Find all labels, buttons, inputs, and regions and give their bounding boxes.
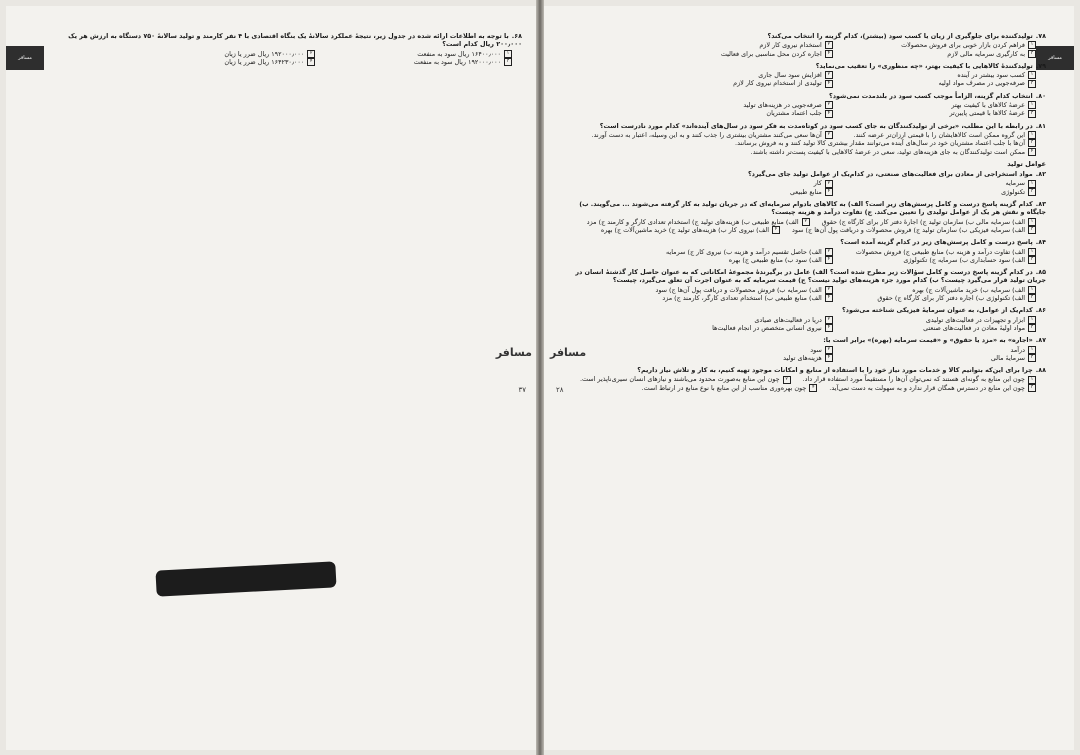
right-brand-mark: مسافر <box>550 346 587 359</box>
question-number: ۸۲. <box>1035 170 1046 179</box>
option[interactable] <box>130 50 315 58</box>
question <box>50 32 522 66</box>
option[interactable] <box>845 79 1036 87</box>
option-text: صرفه‌جویی در مصرف مواد اولیه <box>938 79 1025 88</box>
option-text: منابع طبیعی <box>789 187 822 196</box>
option[interactable] <box>587 218 810 226</box>
option-number-box: ۳ <box>1028 110 1036 118</box>
option-number-box: ۲ <box>825 41 833 49</box>
option-text: الف) منابع طبیعی ب) هزینه‌های تولید ج) استخدام تعدادی کارگر و کارمند ج) مزد <box>586 217 799 226</box>
option[interactable] <box>642 79 833 87</box>
question <box>558 92 1046 118</box>
option[interactable] <box>845 248 1036 256</box>
option[interactable] <box>829 384 1036 392</box>
question-stem: مواد استخراجی از معادن برای فعالیت‌های صنعتی، در کدام‌یک از عوامل تولید جای می‌گیرد؟ <box>747 170 1033 179</box>
options <box>558 179 1036 196</box>
question-stem: با توجه به اطلاعات ارائه شده در جدول زیر، نتیجهٔ عملکرد سالانهٔ یک بنگاه اقتصادی با ۴ نفر کارمند و تولید سالانهٔ ۷۵۰ دستگاه به ارزش هر یک ۲۰۰٫۰۰۰ ریال کدام است؟ <box>68 32 522 49</box>
options <box>558 131 1036 156</box>
option-text: صرفه‌جویی در هزینه‌های تولید <box>743 101 822 110</box>
question-number: ۶۸. <box>511 32 522 40</box>
left-page-number: ۳۷ <box>518 386 526 394</box>
option-text: الف) منابع طبیعی ب) استخدام تعدادی کارگر، کارمند ج) مزد <box>662 294 822 303</box>
option[interactable] <box>845 346 1036 354</box>
option[interactable] <box>580 375 791 383</box>
option-number-box: ۴ <box>825 110 833 118</box>
option-text: درآمد <box>1010 345 1025 354</box>
question <box>558 62 1046 88</box>
option-text: سرمایه <box>1005 179 1025 188</box>
option[interactable] <box>735 139 1036 147</box>
right-page-number: ۲۸ <box>556 386 564 394</box>
option-text: فراهم کردن بازار خوبی برای فروش محصولات <box>901 41 1025 50</box>
option-number-box: ۳ <box>504 58 512 66</box>
question-number: ۷۸. <box>1035 32 1046 40</box>
question-stem: «اجاره» به «مزد یا حقوق» و «قیمت سرمایه (بهره)» برابر است با: <box>823 336 1033 345</box>
option-number-box: ۳ <box>1028 139 1036 147</box>
option-number-box: ۴ <box>825 324 833 332</box>
options <box>558 101 1036 118</box>
option[interactable] <box>642 179 833 187</box>
option-text: مواد اولیهٔ معادن در فعالیت‌های صنعتی <box>923 323 1025 332</box>
option-text: سرمایهٔ مالی <box>990 353 1025 362</box>
option-number-box: ۴ <box>825 188 833 196</box>
option-text: الف) تفاوت درآمد و هزینه ب) منابع طبیعی ج) فروش محصولات <box>855 247 1025 256</box>
option-number-box: ۱ <box>1028 71 1036 79</box>
option-text: الف) سود حسابداری ب) سرمایه ج) تکنولوژی <box>903 255 1025 264</box>
options <box>558 218 1036 235</box>
option-number-box: ۲ <box>825 248 833 256</box>
option-number-box: ۴ <box>825 294 833 302</box>
option-number-box: ۱ <box>1028 131 1036 139</box>
option-text: الف) حاصل تقسیم درآمد و هزینه ب) نیروی کار ج) سرمایه <box>666 247 822 256</box>
option-number-box: ۲ <box>825 316 833 324</box>
option[interactable] <box>751 148 1036 156</box>
option-text: الف) سرمایه فیزیکی ب) سازمان تولید ج) فروش محصولات و دریافت پول آن‌ها ج) سود <box>792 225 1025 234</box>
option[interactable] <box>845 41 1036 49</box>
option-number-box: ۱ <box>1028 248 1036 256</box>
option[interactable] <box>845 50 1036 58</box>
option-number-box: ۴ <box>825 80 833 88</box>
option-number-box: ۳ <box>1028 294 1036 302</box>
question <box>558 200 1046 234</box>
right-page <box>544 6 1074 750</box>
question-number: ۸۳. <box>1035 200 1046 209</box>
options <box>50 50 512 67</box>
option-number-box: ۲ <box>825 286 833 294</box>
option-text: این گروه ممکن است کالاهایشان را با قیمتی ارزان‌تر عرضه کنند. <box>853 130 1025 139</box>
option-text: استخدام نیروی کار لازم <box>759 41 822 50</box>
option-text: ممکن است تولیدکنندگان به جای هزینه‌های تولید، سعی در عرضهٔ کالاهایی با کیفیت پست‌تر داشته باشند. <box>750 147 1025 156</box>
question-number: ۸۷. <box>1035 336 1046 345</box>
option[interactable] <box>845 316 1036 324</box>
option-number-box: ۳ <box>1028 226 1036 234</box>
question <box>558 336 1046 362</box>
option-number-box: ۳ <box>1028 384 1036 392</box>
option-number-box: ۲ <box>802 218 810 226</box>
option-text: آن‌ها سعی می‌کنند مشتریان بیشتری را جذب کنند و به این وسیله، اعتبار به دست آورند. <box>591 130 822 139</box>
option[interactable] <box>642 71 833 79</box>
left-page <box>6 6 536 750</box>
option-number-box: ۴ <box>1028 148 1036 156</box>
option-text: چون این منابع به گونه‌ای هستند که نمی‌توان آن‌ها را مستقیماً مورد استفاده قرار داد. <box>802 375 1025 384</box>
option-number-box: ۱ <box>1028 286 1036 294</box>
option-text: عرضهٔ کالاهای با کیفیت بهتر <box>951 101 1025 110</box>
option-number-box: ۳ <box>1028 256 1036 264</box>
option-number-box: ۲ <box>825 71 833 79</box>
option-number-box: ۲ <box>825 101 833 109</box>
option[interactable] <box>845 286 1036 294</box>
option[interactable] <box>845 294 1036 302</box>
option-text: ۱۹۲۰۰۰٫۰۰۰ ریال سود به منفعت <box>413 57 501 66</box>
option-number-box: ۱ <box>1028 41 1036 49</box>
option-number-box: ۴ <box>825 50 833 58</box>
option[interactable] <box>642 286 833 294</box>
question <box>558 268 1046 302</box>
option[interactable] <box>642 41 833 49</box>
question-stem: کدام‌یک از عوامل، به عنوان سرمایهٔ فیزیکی شناخته می‌شود؟ <box>841 306 1033 315</box>
question-number: ۸۶. <box>1035 306 1046 315</box>
option-number-box: ۲ <box>783 376 791 384</box>
option[interactable] <box>642 188 833 196</box>
question <box>558 32 1046 58</box>
option-number-box: ۱ <box>1028 346 1036 354</box>
option-text: نیروی انسانی متخصص در انجام فعالیت‌ها <box>712 323 822 332</box>
options <box>558 375 1036 392</box>
question-stem: کدام گزینه پاسخ درست و کامل پرسش‌های زیر است؟ الف) به کالاهای بادوام سرمایه‌ای که در جریان تولید به کار گرفته می‌شوند ... می‌گویند. ب) جایگاه و نقش هر یک از عوامل تولیدی را تعیین می‌کند. ج) تفاوت درآمد و هزینه چیست؟ <box>579 200 1046 217</box>
option-text: تولیدی از استخدام نیروی کار لازم <box>733 79 822 88</box>
option-number-box: ۳ <box>1028 324 1036 332</box>
right-content <box>558 32 1046 738</box>
option-number-box: ۲ <box>307 50 315 58</box>
question-stem: پاسخ درست و کامل پرسش‌های زیر در کدام گزینه آمده است؟ <box>840 238 1033 247</box>
question-number: ۸۱. <box>1035 121 1046 130</box>
left-content <box>50 32 522 738</box>
option[interactable] <box>845 324 1036 332</box>
option-number-box: ۴ <box>307 58 315 66</box>
option-text: افزایش سود سال جاری <box>758 71 822 80</box>
option-text: چون بهره‌وری مناسب از این منابع با نوع منابع در ارتباط است. <box>641 383 807 392</box>
option[interactable] <box>642 101 833 109</box>
option[interactable] <box>845 101 1036 109</box>
option-number-box: ۱ <box>1028 101 1036 109</box>
option-number-box: ۲ <box>825 346 833 354</box>
option-number-box: ۴ <box>809 384 817 392</box>
option-number-box: ۱ <box>504 50 512 58</box>
question-stem: انتخاب کدام گزینه، الزاماً موجب کسب سود در بلندمدت نمی‌شود؟ <box>829 91 1033 100</box>
question-stem: در کدام گزینه پاسخ درست و کامل سؤالات زیر مطرح شده است؟ الف) عامل در برگیرندهٔ مجموعهٔ امکاناتی که به عنوان حاصل کار گذشتهٔ انسان در جریان تولید قرار می‌گیرد چیست؟ ب) کدام مورد جزء هزینه‌های تولید نیست؟ ج) قیمت سرمایه که به عنوان اجرت آن تعلق می‌گیرد، چیست؟ <box>575 268 1046 285</box>
left-logo: مسافر <box>6 46 44 70</box>
question-number: ۸۰. <box>1035 91 1046 100</box>
option[interactable] <box>642 256 833 264</box>
question <box>558 122 1046 156</box>
option-number-box: ۱ <box>1028 376 1036 384</box>
question <box>558 306 1046 332</box>
question-stem: تولیدکننده برای جلوگیری از زیان یا کسب سود (بیشتر)، کدام گزینه را انتخاب می‌کند؟ <box>767 32 1033 40</box>
option-text: چون این منابع در دسترس همگان قرار ندارد و به سهولت به دست نمی‌آید. <box>829 383 1025 392</box>
option[interactable] <box>642 248 833 256</box>
option[interactable] <box>327 58 512 66</box>
option[interactable] <box>130 58 315 66</box>
option-text: چون این منابع به‌صورت محدود می‌باشند و نیازهای انسان سیری‌ناپذیر است. <box>579 375 780 384</box>
option[interactable] <box>327 50 512 58</box>
question-number: ۸۵. <box>1035 268 1046 277</box>
option-text: آن‌ها با جلب اعتماد مشتریان خود در سال‌های آینده می‌توانند مقدار بیشتری کالا تولید کنند و به فروش برسانند. <box>735 139 1025 148</box>
option[interactable] <box>845 109 1036 117</box>
left-brand-mark: مسافر <box>495 346 532 359</box>
question <box>558 366 1046 392</box>
option-text: کار <box>813 179 822 188</box>
option-text: الف) سرمایه مالی ب) سازمان تولید ج) اجارهٔ دفتر کار برای کارگاه ج) حقوق <box>821 217 1025 226</box>
option-number-box: ۱ <box>1028 180 1036 188</box>
right-logo: مسافر <box>1036 46 1074 70</box>
option-number-box: ۳ <box>1028 80 1036 88</box>
option-text: ۱۶۴۰۰٫۰۰۰ ریال سود به منفعت <box>417 49 501 58</box>
option[interactable] <box>642 346 833 354</box>
option-text: الف) سرمایه ب) خرید ماشین‌آلات ج) بهره <box>912 285 1025 294</box>
options <box>558 286 1036 303</box>
option-text: به کارگیری سرمایه مالی لازم <box>947 49 1025 58</box>
options <box>558 41 1036 58</box>
option-text: جلب اعتماد مشتریان <box>766 109 822 118</box>
option[interactable] <box>845 256 1036 264</box>
option[interactable] <box>642 294 833 302</box>
book-gutter <box>536 0 544 755</box>
options <box>558 71 1036 88</box>
question <box>558 238 1046 264</box>
option-number-box: ۴ <box>825 256 833 264</box>
option[interactable] <box>822 218 1036 226</box>
option-number-box: ۱ <box>1028 218 1036 226</box>
option[interactable] <box>642 324 833 332</box>
question-stem: چرا برای این‌که بتوانیم کالا و خدمات مورد نیاز خود را با استفاده از منابع و امکانات موجود تهیه کنیم، به کار و تلاش نیاز داریم؟ <box>637 366 1033 375</box>
options <box>558 346 1036 363</box>
option[interactable] <box>845 179 1036 187</box>
option-text: ۱۶۴۲۳۰٫۰۰۰ ریال ضرر یا زیان <box>224 57 305 66</box>
option[interactable] <box>845 71 1036 79</box>
option-number-box: ۳ <box>1028 354 1036 362</box>
option[interactable] <box>642 316 833 324</box>
option-text: کسب سود بیشتر در آینده <box>957 71 1025 80</box>
option-text: تکنولوژی <box>1001 187 1025 196</box>
options <box>558 248 1036 265</box>
option-text: الف) سرمایه ب) فروش محصولات و دریافت پول آن‌ها ج) سود <box>655 285 822 294</box>
option-number-box: ۲ <box>825 180 833 188</box>
question-stem: تولیدکنندهٔ کالاهایی با کیفیت بهتر، «چه منظوری» را تعقیب می‌نماید؟ <box>815 61 1033 70</box>
option[interactable] <box>845 188 1036 196</box>
option-text: سود <box>810 345 822 354</box>
option-number-box: ۲ <box>825 131 833 139</box>
option-text: الف) نیروی کار ب) هزینه‌های تولید ج) خرید ماشین‌آلات ج) بهره <box>600 225 770 234</box>
option[interactable] <box>803 375 1036 383</box>
option[interactable] <box>626 384 817 392</box>
option-text: ابزار و تجهیزات در فعالیت‌های تولیدی <box>925 315 1025 324</box>
option-text: هزینه‌های تولید <box>783 353 822 362</box>
option-number-box: ۳ <box>1028 188 1036 196</box>
option[interactable] <box>845 354 1036 362</box>
option-number-box: ۱ <box>1028 316 1036 324</box>
question-number: ۸۴. <box>1035 238 1046 247</box>
option-text: ۱۹۲۰۰۰٫۰۰۰ ریال ضرر یا زیان <box>224 49 305 58</box>
option-text: الف) تکنولوژی ب) اجاره دفتر کار برای کارگاه ج) حقوق <box>877 294 1025 303</box>
option[interactable] <box>642 354 833 362</box>
option[interactable] <box>589 226 780 234</box>
section-heading: عوامل تولید <box>1007 159 1046 168</box>
question-stem: در رابطه با این مطلب، «برخی از تولیدکنندگان به جای کسب سود در کوتاه‌مدت به فکر سود در سال‌های آینده‌اند» کدام مورد نادرست است؟ <box>599 121 1033 130</box>
question <box>558 170 1046 196</box>
option-text: اجاره کردن محل مناسبی برای فعالیت <box>720 49 822 58</box>
option-text: عرضهٔ کالاها با قیمتی پایین‌تر <box>949 109 1025 118</box>
options <box>558 316 1036 333</box>
option[interactable] <box>642 50 833 58</box>
option-text: دریا در فعالیت‌های صیادی <box>754 315 822 324</box>
option-number-box: ۳ <box>1028 50 1036 58</box>
option[interactable] <box>642 109 833 117</box>
option-number-box: ۴ <box>825 354 833 362</box>
question-number: ۷۹. <box>1035 61 1046 70</box>
question-number: ۸۸. <box>1035 366 1046 375</box>
option-text: الف) سود ب) منابع طبیعی ج) بهره <box>728 255 822 264</box>
option[interactable] <box>792 226 1036 234</box>
option-number-box: ۴ <box>772 226 780 234</box>
